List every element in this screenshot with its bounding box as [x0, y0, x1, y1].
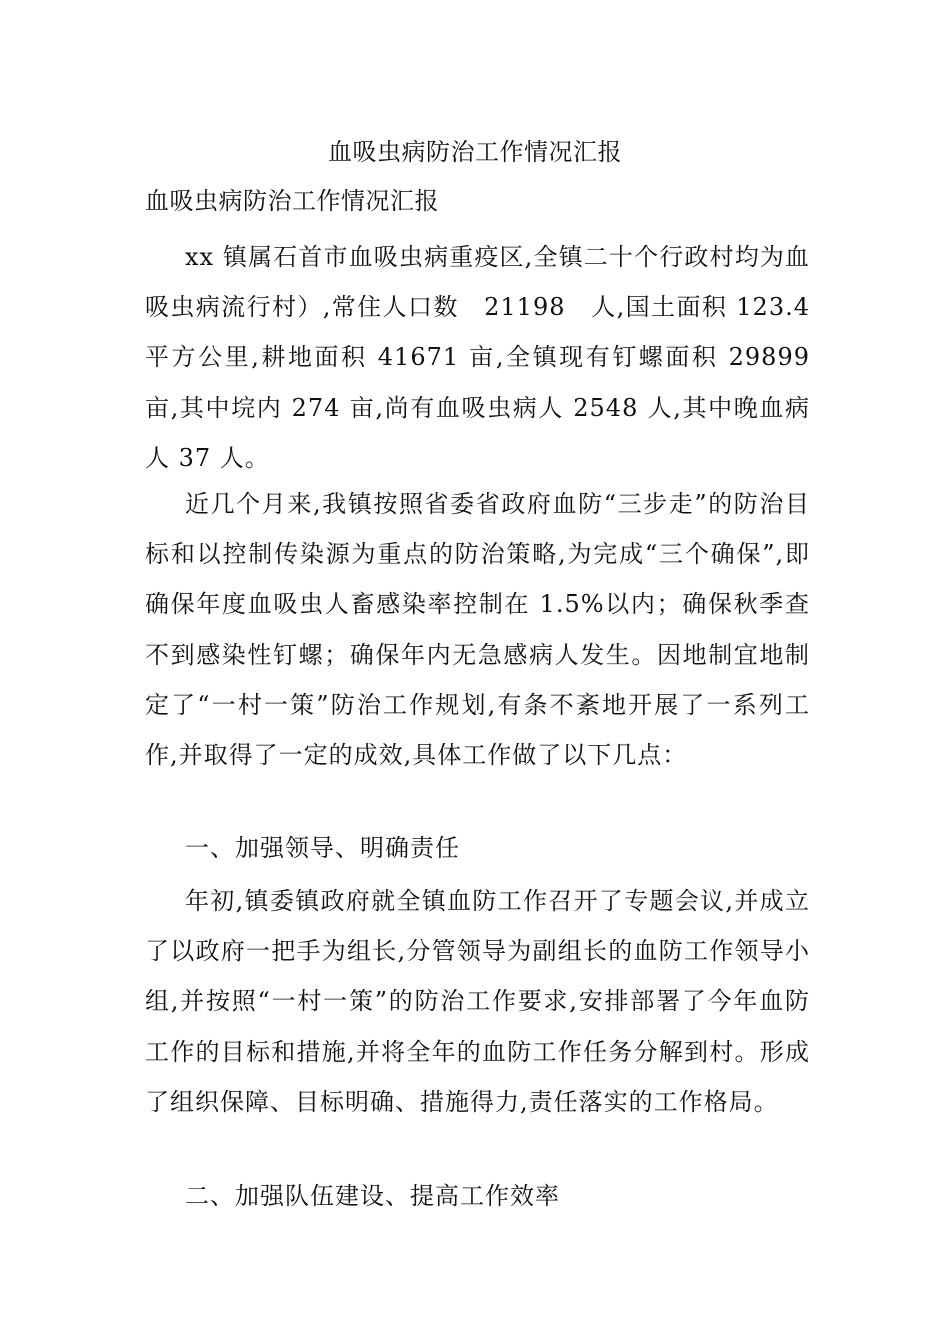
- paragraph-leadership: 年初,镇委镇政府就全镇血防工作召开了专题会议,并成立了以政府一把手为组长,分管领导为副组长的血防工作领导小组,并按照“一村一策”的防治工作要求,安排部署了今年血防工作的目标和措施,并将全年的血防工作任务分解到村。形成了组织保障、目标明确、措施得力,责任落实的工作格局。: [145, 887, 810, 1116]
- document-title: 血吸虫病防治工作情况汇报: [328, 138, 622, 166]
- document-subtitle: 血吸虫病防治工作情况汇报: [145, 187, 439, 215]
- section-heading-leadership: 一、加强领导、明确责任: [185, 834, 460, 862]
- section-heading-team-building: 二、加强队伍建设、提高工作效率: [185, 1182, 560, 1210]
- paragraph-overview: xx 镇属石首市血吸虫病重疫区,全镇二十个行政村均为血吸虫病流行村）,常住人口数 21198 人,国土面积 123.4 平方公里,耕地面积 41671 亩,全镇现有钉螺面积 29899 亩,其中垸内 274 亩,尚有血吸虫病人 2548 人,其中晚血病人 37 人。: [145, 243, 810, 472]
- paragraph-strategy: 近几个月来,我镇按照省委省政府血防“三步走”的防治目标和以控制传染源为重点的防治策略,为完成“三个确保”,即确保年度血吸虫人畜感染率控制在 1.5%以内；确保秋季查不到感染性钉螺；确保年内无急感病人发生。因地制宜地制定了“一村一策”防治工作规划,有条不紊地开展了一系列工作,并取得了一定的成效,具体工作做了以下几点：: [145, 490, 810, 770]
